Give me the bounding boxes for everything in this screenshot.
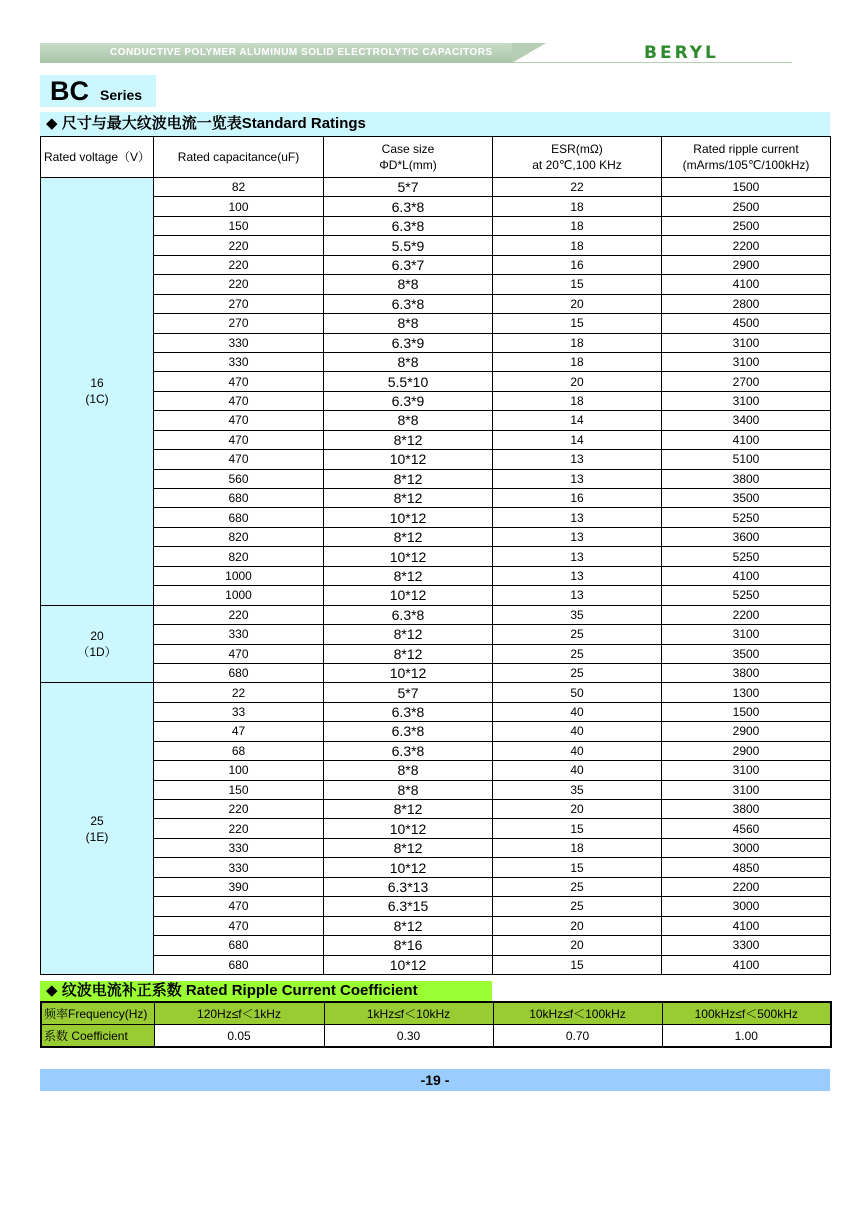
case-size-cell: 6.3*8 <box>324 294 493 313</box>
capacitance-cell: 220 <box>154 255 324 274</box>
case-size-cell: 8*12 <box>324 527 493 546</box>
table-row <box>41 489 831 508</box>
esr-cell: 25 <box>493 663 662 682</box>
ripple-current-cell: 1500 <box>662 178 831 197</box>
ripple-current-cell: 4100 <box>662 955 831 974</box>
ripple-current-cell: 3500 <box>662 644 831 663</box>
table-row <box>41 741 831 760</box>
table-row <box>41 683 831 702</box>
capacitance-cell: 150 <box>154 216 324 235</box>
esr-cell: 20 <box>493 800 662 819</box>
esr-cell: 13 <box>493 566 662 585</box>
ripple-current-cell: 3100 <box>662 391 831 410</box>
case-size-cell: 10*12 <box>324 955 493 974</box>
ripple-current-cell: 4850 <box>662 858 831 877</box>
table-row <box>41 702 831 721</box>
table-row <box>41 858 831 877</box>
ripple-current-cell: 3800 <box>662 663 831 682</box>
coefficient-section-title: ◆ 纹波电流补正系数 Rated Ripple Current Coefficient <box>40 981 492 1001</box>
case-size-cell: 8*8 <box>324 780 493 799</box>
esr-cell: 22 <box>493 178 662 197</box>
table-row <box>41 605 831 624</box>
capacitance-cell: 680 <box>154 489 324 508</box>
capacitance-cell: 22 <box>154 683 324 702</box>
esr-cell: 20 <box>493 372 662 391</box>
table-row <box>41 800 831 819</box>
ripple-current-cell: 2200 <box>662 605 831 624</box>
ripple-current-cell: 3100 <box>662 780 831 799</box>
capacitance-cell: 470 <box>154 450 324 469</box>
standard-ratings-table <box>40 136 831 975</box>
header-case-line1: Case size <box>381 142 435 156</box>
esr-cell: 35 <box>493 605 662 624</box>
case-size-cell: 8*8 <box>324 411 493 430</box>
case-size-cell: 8*12 <box>324 916 493 935</box>
table-row <box>41 450 831 469</box>
table-row <box>41 625 831 644</box>
ripple-current-cell: 2900 <box>662 255 831 274</box>
series-word: Series <box>100 87 143 103</box>
capacitance-cell: 390 <box>154 877 324 896</box>
capacitance-cell: 100 <box>154 761 324 780</box>
capacitance-cell: 220 <box>154 275 324 294</box>
case-size-cell: 8*12 <box>324 430 493 449</box>
esr-cell: 15 <box>493 819 662 838</box>
capacitance-cell: 33 <box>154 702 324 721</box>
case-size-cell: 10*12 <box>324 586 493 605</box>
capacitance-cell: 680 <box>154 663 324 682</box>
esr-cell: 14 <box>493 430 662 449</box>
capacitance-cell: 100 <box>154 197 324 216</box>
case-size-cell: 8*8 <box>324 352 493 371</box>
esr-cell: 40 <box>493 722 662 741</box>
capacitance-cell: 680 <box>154 955 324 974</box>
table-row <box>41 761 831 780</box>
case-size-cell: 10*12 <box>324 663 493 682</box>
table-row <box>41 178 831 197</box>
ripple-current-cell: 4100 <box>662 430 831 449</box>
series-label <box>40 75 156 107</box>
table-row <box>41 663 831 682</box>
table-header-row <box>41 137 831 178</box>
ripple-coefficient-table <box>40 1001 832 1048</box>
capacitance-cell: 220 <box>154 800 324 819</box>
esr-cell: 25 <box>493 897 662 916</box>
frequency-row <box>41 1002 831 1025</box>
table-row <box>41 877 831 896</box>
table-row <box>41 819 831 838</box>
esr-cell: 15 <box>493 275 662 294</box>
capacitance-cell: 330 <box>154 858 324 877</box>
frequency-cell: 120Hz≤f＜1kHz <box>154 1002 324 1025</box>
ripple-current-cell: 4100 <box>662 916 831 935</box>
frequency-cell: 100kHz≤f＜500kHz <box>662 1002 831 1025</box>
esr-cell: 18 <box>493 236 662 255</box>
ripple-current-cell: 2200 <box>662 877 831 896</box>
capacitance-cell: 270 <box>154 294 324 313</box>
table-row <box>41 838 831 857</box>
ratings-section-title: ◆ 尺寸与最大纹波电流一览表Standard Ratings <box>40 112 830 136</box>
table-row <box>41 275 831 294</box>
ripple-current-cell: 3000 <box>662 897 831 916</box>
case-size-cell: 6.3*13 <box>324 877 493 896</box>
case-size-cell: 8*12 <box>324 489 493 508</box>
esr-cell: 40 <box>493 702 662 721</box>
brand-logo: BERYL <box>644 43 719 63</box>
coefficient-row <box>41 1025 831 1048</box>
case-size-cell: 6.3*8 <box>324 741 493 760</box>
esr-cell: 13 <box>493 547 662 566</box>
table-row <box>41 547 831 566</box>
table-row <box>41 527 831 546</box>
case-size-cell: 6.3*8 <box>324 722 493 741</box>
esr-cell: 15 <box>493 314 662 333</box>
ripple-current-cell: 2800 <box>662 294 831 313</box>
capacitance-cell: 820 <box>154 527 324 546</box>
esr-cell: 25 <box>493 625 662 644</box>
table-row <box>41 566 831 585</box>
frequency-cell: 1kHz≤f＜10kHz <box>324 1002 493 1025</box>
header-band-tip <box>512 43 546 63</box>
table-row <box>41 294 831 313</box>
ripple-current-cell: 3600 <box>662 527 831 546</box>
case-size-cell: 6.3*8 <box>324 216 493 235</box>
case-size-cell: 5*7 <box>324 683 493 702</box>
table-row <box>41 586 831 605</box>
ripple-current-cell: 2700 <box>662 372 831 391</box>
ripple-current-cell: 3100 <box>662 352 831 371</box>
table-row <box>41 411 831 430</box>
capacitance-cell: 47 <box>154 722 324 741</box>
ripple-current-cell: 3800 <box>662 469 831 488</box>
case-size-cell: 6.3*9 <box>324 391 493 410</box>
ripple-current-cell: 2900 <box>662 741 831 760</box>
table-row <box>41 508 831 527</box>
esr-cell: 35 <box>493 780 662 799</box>
capacitance-cell: 330 <box>154 838 324 857</box>
table-row <box>41 236 831 255</box>
capacitance-cell: 680 <box>154 508 324 527</box>
table-row <box>41 430 831 449</box>
ripple-current-cell: 3100 <box>662 333 831 352</box>
case-size-cell: 10*12 <box>324 450 493 469</box>
esr-cell: 15 <box>493 955 662 974</box>
ripple-current-cell: 1300 <box>662 683 831 702</box>
table-row <box>41 955 831 974</box>
case-size-cell: 6.3*8 <box>324 702 493 721</box>
esr-cell: 20 <box>493 936 662 955</box>
capacitance-cell: 820 <box>154 547 324 566</box>
ripple-current-cell: 3800 <box>662 800 831 819</box>
header-ripple-line1: Rated ripple current <box>693 142 799 156</box>
ripple-current-cell: 2200 <box>662 236 831 255</box>
header-esr-line1: ESR(mΩ) <box>551 142 603 156</box>
ripple-current-cell: 2500 <box>662 216 831 235</box>
voltage-code: (1C) <box>85 392 109 407</box>
esr-cell: 18 <box>493 197 662 216</box>
voltage-group-cell <box>41 683 154 975</box>
ripple-current-cell: 2500 <box>662 197 831 216</box>
table-row <box>41 722 831 741</box>
capacitance-cell: 330 <box>154 333 324 352</box>
case-size-cell: 5.5*9 <box>324 236 493 255</box>
header-case-size <box>324 137 493 178</box>
ripple-current-cell: 2900 <box>662 722 831 741</box>
table-row <box>41 469 831 488</box>
case-size-cell: 10*12 <box>324 819 493 838</box>
capacitance-cell: 270 <box>154 314 324 333</box>
capacitance-cell: 470 <box>154 644 324 663</box>
case-size-cell: 8*8 <box>324 314 493 333</box>
table-row <box>41 372 831 391</box>
capacitance-cell: 68 <box>154 741 324 760</box>
table-row <box>41 314 831 333</box>
case-size-cell: 8*12 <box>324 644 493 663</box>
voltage-group-cell <box>41 178 154 606</box>
ripple-current-cell: 5250 <box>662 508 831 527</box>
header-capacitance: Rated capacitance(uF) <box>154 137 324 178</box>
case-size-cell: 8*12 <box>324 838 493 857</box>
capacitance-cell: 330 <box>154 352 324 371</box>
table-row <box>41 897 831 916</box>
capacitance-cell: 680 <box>154 936 324 955</box>
header-ripple <box>662 137 831 178</box>
table-row <box>41 197 831 216</box>
case-size-cell: 8*8 <box>324 761 493 780</box>
series-code: BC <box>50 76 89 106</box>
voltage-code: （1D） <box>77 645 117 659</box>
capacitance-cell: 470 <box>154 391 324 410</box>
table-row <box>41 780 831 799</box>
case-size-cell: 8*16 <box>324 936 493 955</box>
esr-cell: 18 <box>493 333 662 352</box>
capacitance-cell: 1000 <box>154 566 324 585</box>
capacitance-cell: 470 <box>154 897 324 916</box>
table-row <box>41 916 831 935</box>
coefficient-label: 系数 Coefficient <box>41 1025 154 1048</box>
capacitance-cell: 82 <box>154 178 324 197</box>
header-banner <box>40 43 792 63</box>
voltage-value: 16 <box>90 376 104 391</box>
case-size-cell: 10*12 <box>324 508 493 527</box>
ripple-current-cell: 4500 <box>662 314 831 333</box>
ripple-current-cell: 3300 <box>662 936 831 955</box>
ripple-current-cell: 1500 <box>662 702 831 721</box>
page-footer <box>40 1069 830 1091</box>
ripple-current-cell: 4560 <box>662 819 831 838</box>
esr-cell: 25 <box>493 644 662 663</box>
esr-cell: 13 <box>493 450 662 469</box>
case-size-cell: 8*8 <box>324 275 493 294</box>
table-row <box>41 352 831 371</box>
ripple-current-cell: 5100 <box>662 450 831 469</box>
header-voltage: Rated voltage（V） <box>41 137 154 178</box>
coefficient-cell: 0.70 <box>493 1025 662 1048</box>
table-row <box>41 644 831 663</box>
case-size-cell: 8*12 <box>324 625 493 644</box>
case-size-cell: 8*12 <box>324 800 493 819</box>
ripple-current-cell: 3100 <box>662 761 831 780</box>
ripple-current-cell: 4100 <box>662 275 831 294</box>
header-esr <box>493 137 662 178</box>
esr-cell: 20 <box>493 294 662 313</box>
case-size-cell: 6.3*9 <box>324 333 493 352</box>
voltage-value: 25 <box>90 813 104 828</box>
ripple-current-cell: 5250 <box>662 547 831 566</box>
esr-cell: 40 <box>493 761 662 780</box>
ripple-current-cell: 4100 <box>662 566 831 585</box>
coefficient-cell: 0.05 <box>154 1025 324 1048</box>
case-size-cell: 6.3*8 <box>324 605 493 624</box>
ripple-current-cell: 3000 <box>662 838 831 857</box>
capacitance-cell: 470 <box>154 411 324 430</box>
esr-cell: 14 <box>493 411 662 430</box>
table-row <box>41 216 831 235</box>
voltage-code: (1E) <box>85 829 109 844</box>
ripple-current-cell: 5250 <box>662 586 831 605</box>
table-row <box>41 333 831 352</box>
capacitance-cell: 470 <box>154 430 324 449</box>
capacitance-cell: 330 <box>154 625 324 644</box>
header-banner-text: CONDUCTIVE POLYMER ALUMINUM SOLID ELECTROLYTIC CAPACITORS <box>110 47 493 58</box>
capacitance-cell: 470 <box>154 372 324 391</box>
capacitance-cell: 150 <box>154 780 324 799</box>
esr-cell: 18 <box>493 391 662 410</box>
frequency-cell: 10kHz≤f＜100kHz <box>493 1002 662 1025</box>
capacitance-cell: 220 <box>154 605 324 624</box>
esr-cell: 18 <box>493 352 662 371</box>
esr-cell: 13 <box>493 508 662 527</box>
case-size-cell: 5.5*10 <box>324 372 493 391</box>
capacitance-cell: 220 <box>154 819 324 838</box>
case-size-cell: 6.3*15 <box>324 897 493 916</box>
header-case-line2: ΦD*L(mm) <box>379 158 437 172</box>
capacitance-cell: 560 <box>154 469 324 488</box>
table-row <box>41 391 831 410</box>
table-row <box>41 936 831 955</box>
esr-cell: 50 <box>493 683 662 702</box>
esr-cell: 13 <box>493 527 662 546</box>
coefficient-cell: 1.00 <box>662 1025 831 1048</box>
capacitance-cell: 470 <box>154 916 324 935</box>
case-size-cell: 8*12 <box>324 469 493 488</box>
ripple-current-cell: 3500 <box>662 489 831 508</box>
voltage-group-cell <box>41 605 154 683</box>
case-size-cell: 5*7 <box>324 178 493 197</box>
coefficient-cell: 0.30 <box>324 1025 493 1048</box>
case-size-cell: 10*12 <box>324 858 493 877</box>
header-esr-line2: at 20℃,100 KHz <box>532 158 622 172</box>
esr-cell: 13 <box>493 469 662 488</box>
ripple-current-cell: 3400 <box>662 411 831 430</box>
case-size-cell: 6.3*7 <box>324 255 493 274</box>
header-ripple-line2: (mArms/105℃/100kHz) <box>682 158 810 172</box>
esr-cell: 16 <box>493 255 662 274</box>
esr-cell: 15 <box>493 858 662 877</box>
frequency-label: 频率Frequency(Hz) <box>41 1002 154 1025</box>
esr-cell: 40 <box>493 741 662 760</box>
ripple-current-cell: 3100 <box>662 625 831 644</box>
capacitance-cell: 1000 <box>154 586 324 605</box>
case-size-cell: 8*12 <box>324 566 493 585</box>
esr-cell: 16 <box>493 489 662 508</box>
capacitance-cell: 220 <box>154 236 324 255</box>
voltage-value: 20 <box>90 629 104 643</box>
esr-cell: 18 <box>493 838 662 857</box>
case-size-cell: 6.3*8 <box>324 197 493 216</box>
esr-cell: 25 <box>493 877 662 896</box>
esr-cell: 18 <box>493 216 662 235</box>
page-number: -19 - <box>420 1072 450 1088</box>
table-row <box>41 255 831 274</box>
case-size-cell: 10*12 <box>324 547 493 566</box>
esr-cell: 13 <box>493 586 662 605</box>
esr-cell: 20 <box>493 916 662 935</box>
